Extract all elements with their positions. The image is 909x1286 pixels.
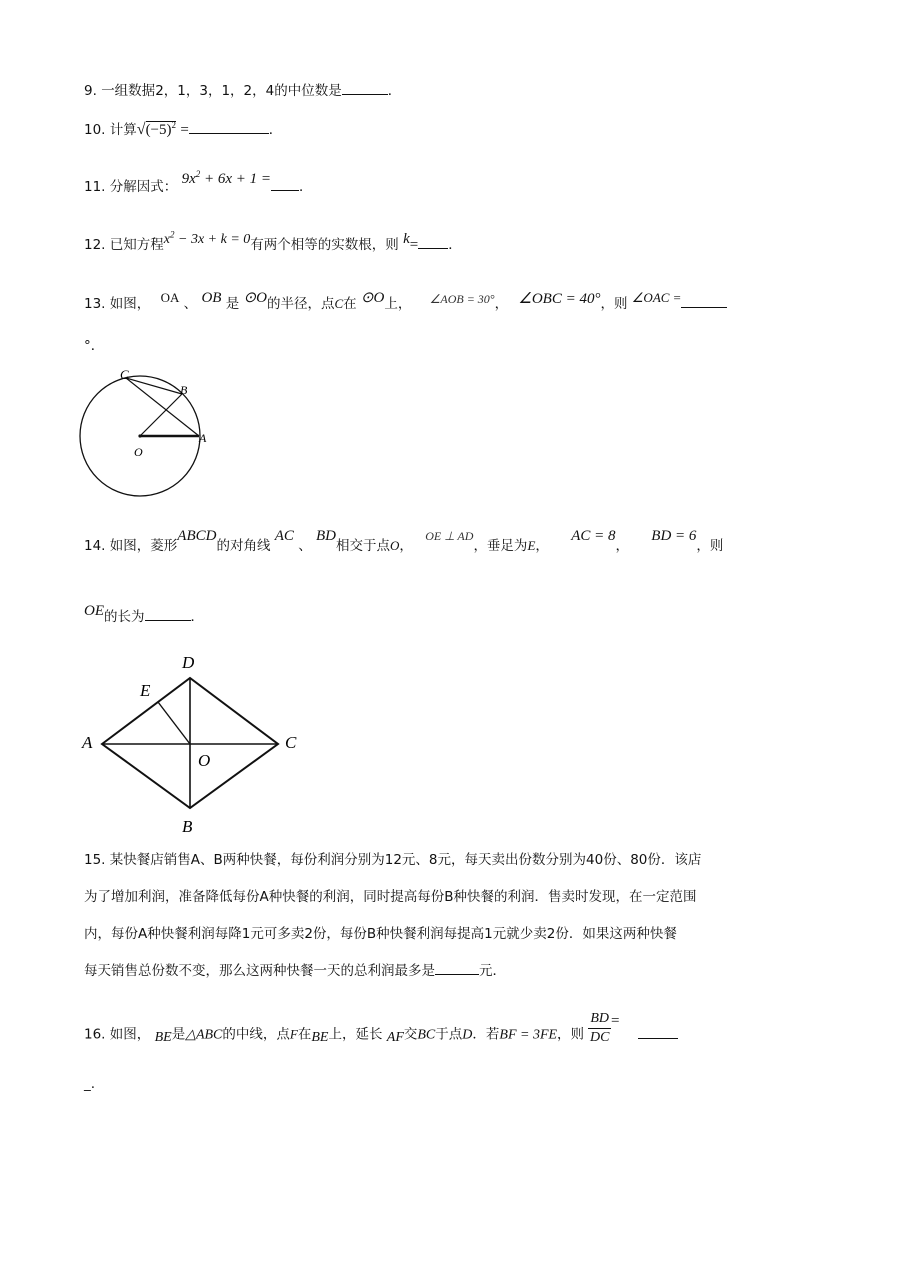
label-c: C [120, 367, 129, 382]
question-14: 14. 如图，菱形ABCD的对角线 AC 、 BD相交于点O， OE ⊥ AD，垂足为E， AC = 8， BD = 6，则 [84, 528, 724, 554]
fraction-bd-dc: $\frac{BD}{DC}$ [589, 1011, 610, 1045]
center-point [138, 434, 141, 437]
answer-blank [681, 296, 727, 308]
label-b: B [180, 383, 188, 397]
question-13-end: °． [84, 338, 105, 354]
segment-ca [126, 378, 199, 436]
question-16: 16. 如图， BE是△ABC的中线，点F在BE上，延长 AF交BC于点D．若BF = 3FE，则 $\frac{BD}{DC}=$ [84, 1016, 678, 1053]
sqrt-radicand: $(-5)^2$ [145, 120, 177, 138]
label-d: D [182, 653, 195, 672]
answer-blank [435, 963, 479, 975]
question-14-line-2: OE的长为 ． [84, 603, 204, 625]
question-10: 10. 计算$√(-5)^2$ = ． [84, 120, 283, 138]
sqrt-symbol: √ [136, 121, 146, 138]
circle-figure [78, 364, 218, 504]
answer-blank [189, 122, 269, 134]
answer-blank [271, 179, 299, 191]
answer-blank [145, 609, 191, 621]
question-13: 13. 如图， OA 、 OB 是 ⊙O的半径，点C在 ⊙O上， ∠AOB = 30°， ∠OBC = 40°，则 ∠OAC = [84, 292, 727, 313]
question-9: 9. 一组数据2，1，3，1，2，4的中位数是 ． [84, 83, 402, 99]
rhombus-figure [78, 648, 308, 838]
label-b: B [182, 817, 193, 836]
label-o: O [134, 445, 143, 459]
segment-oe [158, 702, 190, 744]
answer-blank [418, 237, 448, 249]
question-15: 15. 某快餐店销售A、B两种快餐，每份利润分别为12元、8元，每天卖出份数分别为40份、80份．该店 为了增加利润，准备降低每份A种快餐的利润，同时提高每份B种快餐的利润．售卖时发现，在一定范围 内，每份A种快餐利润每降1元可多卖2份，每份B种快餐利润每提高1元就少卖2份．如果这两种快餐 每天销售总份数不变，那么这两种快餐一天的总利润最多是 元． [84, 852, 702, 979]
question-11: 11. 分解因式： $9x^2 + 6x + 1$ = ． [84, 169, 313, 195]
label-a: A [82, 733, 93, 752]
equation: $x^2 - 3x + k = 0$ [163, 229, 251, 247]
label-c: C [285, 733, 297, 752]
label-o: O [198, 751, 211, 770]
answer-blank [342, 83, 388, 95]
question-16-tail: _. [84, 1076, 96, 1092]
label-e: E [140, 681, 151, 700]
question-12: 12. 已知方程$x^2 - 3x + k = 0$有两个相等的实数根，则 k= ． [84, 229, 462, 253]
label-a: A [199, 431, 207, 445]
math-expression: $9x^2 + 6x + 1$ = [181, 169, 272, 187]
answer-blank [638, 1027, 678, 1039]
segment-ob [140, 394, 182, 436]
